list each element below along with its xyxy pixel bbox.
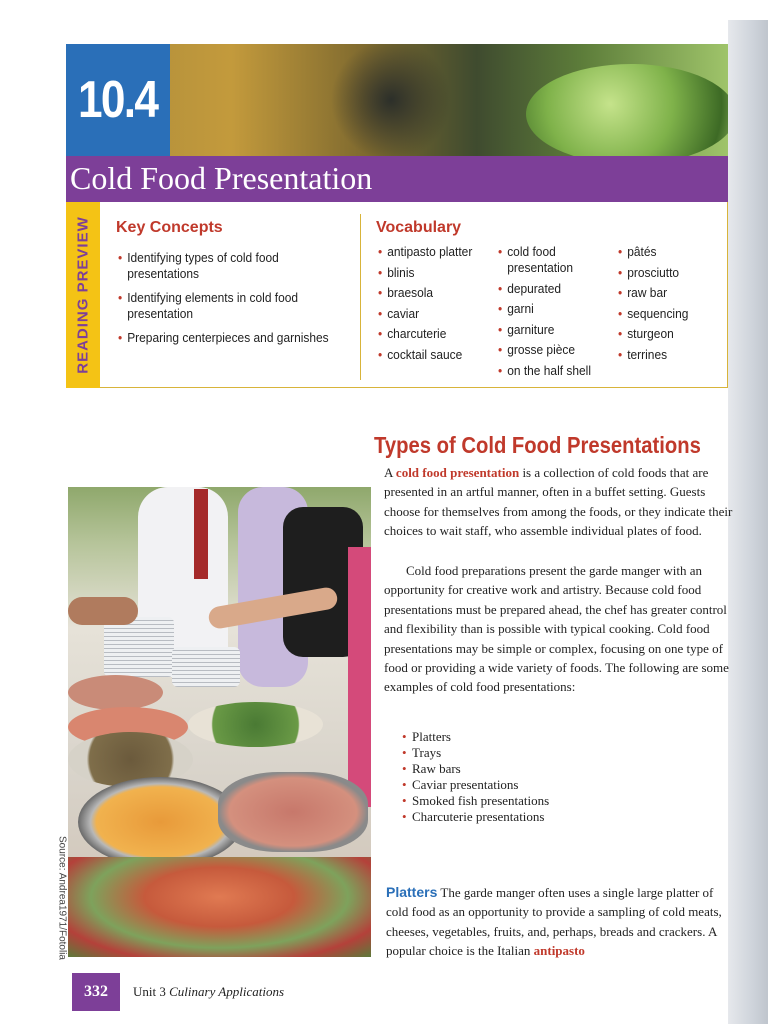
key-concept-item: • Identifying types of cold food presentations — [118, 250, 353, 282]
presentation-examples-list — [402, 729, 662, 825]
example-item: • Trays — [402, 745, 662, 761]
example-item: • Charcuterie presentations — [402, 809, 662, 825]
platter-ham — [68, 675, 163, 710]
vocabulary-column-2 — [498, 244, 616, 384]
footer-unit-title: Culinary Applications — [169, 984, 285, 999]
section-number: 10.4 — [78, 71, 158, 129]
vocab-term: • caviar — [378, 306, 487, 322]
vocab-term: • prosciutto — [618, 265, 715, 281]
section-number-box — [66, 44, 170, 156]
paragraph-intro — [384, 463, 734, 541]
key-concept-item: • Identifying elements in cold food presentation — [118, 290, 353, 322]
reading-preview-label: READING PREVIEW — [74, 216, 92, 374]
example-item: • Platters — [402, 729, 662, 745]
hand-left — [68, 597, 138, 625]
vocab-term: • raw bar — [618, 285, 715, 301]
vocab-term: • sturgeon — [618, 326, 715, 342]
page-edge-shadow — [728, 20, 768, 1024]
photo-credit: Source: Andrea1971/Fotolia — [56, 836, 68, 960]
page-number-box — [72, 973, 120, 1011]
plate-stack-1 — [104, 617, 174, 677]
platters-paragraph — [386, 883, 736, 961]
vocab-term: • on the half shell — [498, 363, 607, 379]
platters-text: The garde manger often uses a single large platter of cold food as an opportunity to provide a sampling of cold meats, cheeses, vegetables, fruits, and, perhaps, breads and crackers. A popular choice is the Italian — [386, 885, 722, 959]
term-cold-food-presentation: cold food presentation — [395, 465, 520, 480]
person-pink — [348, 547, 371, 807]
footer-unit — [133, 984, 284, 1000]
vocab-term: • antipasto platter — [378, 244, 487, 260]
plate-stack-2 — [172, 647, 240, 687]
vocab-term: • blinis — [378, 265, 487, 281]
vocabulary-column-3 — [618, 244, 723, 368]
vocab-term: • garniture — [498, 322, 607, 338]
vocab-term: • cocktail sauce — [378, 347, 487, 363]
vocab-term: • pâtés — [618, 244, 715, 260]
tie — [194, 489, 208, 579]
term-antipasto: antipasto — [533, 943, 585, 959]
section-title: Cold Food Presentation — [70, 160, 373, 196]
vocabulary-heading: Vocabulary — [376, 219, 462, 236]
column-divider — [360, 214, 361, 380]
article-heading: Types of Cold Food Presentations — [374, 432, 701, 458]
section-title-bar — [66, 156, 728, 202]
example-item: • Smoked fish presentations — [402, 793, 662, 809]
footer-unit-label: Unit 3 — [133, 984, 170, 999]
key-concepts-heading: Key Concepts — [116, 219, 223, 236]
page-number: 332 — [84, 983, 108, 1000]
vocab-term: • garni — [498, 301, 607, 317]
platter-cured-meats — [218, 772, 368, 852]
key-concepts-list — [118, 250, 343, 354]
paragraph-intro-start: A — [384, 465, 396, 480]
vocab-term: • depurated — [498, 281, 607, 297]
platters-heading: Platters — [386, 884, 438, 900]
vocab-term: • charcuterie — [378, 326, 487, 342]
buffet-photo — [68, 487, 371, 957]
vocab-term: • grosse pièce — [498, 342, 607, 358]
paragraph-intro-rest: is a collection of cold foods that are presented in an artful manner, often in a buffet setting. Guests choose for themselves from among the foods, or they indicate their choices to wait staff, who assemble individual plates of food. — [384, 465, 733, 539]
platter-front — [68, 857, 371, 957]
vocab-term: • terrines — [618, 347, 715, 363]
vocab-term: • cold food presentation — [498, 244, 607, 276]
key-concept-item: • Preparing centerpieces and garnishes — [118, 330, 353, 346]
lettuce-image — [526, 64, 728, 156]
example-item: • Caviar presentations — [402, 777, 662, 793]
example-item: • Raw bars — [402, 761, 662, 777]
vocab-term: • sequencing — [618, 306, 715, 322]
vocab-term: • braesola — [378, 285, 487, 301]
banner-blur — [326, 44, 456, 156]
platter-greens — [188, 702, 323, 747]
paragraph-preparations: Cold food preparations present the garde manger with an opportunity for creative work and artistry. Because cold food presentations must be prepared ahead, the chef has greater control and flexibility than is possible with typical cooking. Cold food presentations may be simple or complex, focusing on one type of food or providing a wide variety of foods. The following are some examples of cold food presentations: — [384, 563, 729, 695]
vocabulary-column-1 — [378, 244, 496, 368]
